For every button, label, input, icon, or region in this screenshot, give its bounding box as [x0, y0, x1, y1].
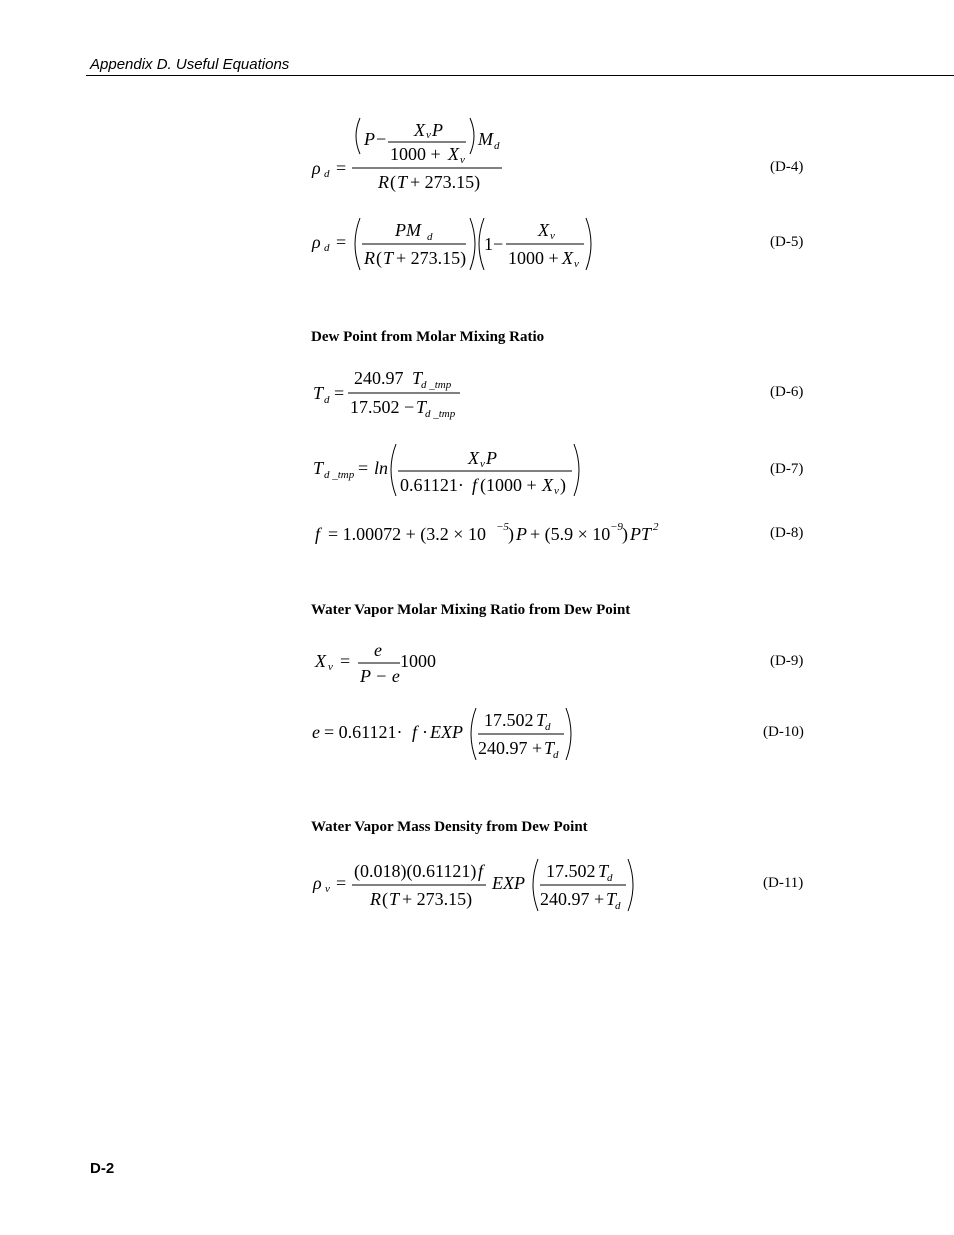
svg-text:X: X [414, 120, 425, 140]
svg-text:v: v [460, 154, 465, 166]
equation-number: (D-9) [770, 653, 804, 669]
svg-text:= 0.61121·: = 0.61121· [324, 722, 403, 742]
section-heading: Water Vapor Mass Density from Dew Point [311, 819, 588, 835]
svg-text:0.61121·: 0.61121· [400, 475, 464, 495]
svg-text:d _tmp: d _tmp [425, 408, 456, 420]
svg-text:1000 +: 1000 + [508, 248, 559, 268]
svg-text:240.97 +: 240.97 + [540, 889, 605, 909]
svg-text:P − e: P − e [360, 666, 400, 686]
equation-d11 [310, 855, 640, 915]
svg-text:17.502 −: 17.502 − [350, 397, 415, 417]
svg-text:v: v [554, 485, 559, 497]
svg-text:d: d [324, 242, 330, 254]
svg-text:17.502: 17.502 [546, 861, 596, 881]
svg-text:−9: −9 [610, 521, 623, 533]
svg-text:P: P [486, 448, 497, 468]
svg-text:+ 273.15): + 273.15) [396, 248, 467, 268]
svg-text:e: e [374, 640, 382, 660]
svg-text:X: X [542, 475, 553, 495]
svg-text:(1000 +: (1000 + [480, 475, 537, 495]
svg-text:+ (5.9 × 10: + (5.9 × 10 [530, 524, 611, 544]
equation-number: (D-6) [770, 384, 804, 400]
page-header-title: Appendix D. Useful Equations [90, 56, 290, 73]
svg-text:f: f [315, 524, 321, 544]
svg-text:R: R [370, 889, 381, 909]
svg-text:ρ: ρ [312, 158, 321, 178]
svg-text:X: X [538, 220, 549, 240]
equation-d8 [310, 518, 659, 548]
svg-text:): ) [560, 475, 566, 495]
svg-text:PT: PT [630, 524, 652, 544]
svg-text:= 1.00072 + (3.2 × 10: = 1.00072 + (3.2 × 10 [328, 524, 486, 544]
svg-text:=: = [336, 873, 347, 893]
svg-text:ρ: ρ [313, 873, 322, 893]
svg-text:(: ( [376, 248, 382, 268]
svg-text:T: T [397, 172, 408, 192]
svg-text:T: T [416, 397, 427, 417]
svg-text:X: X [315, 651, 326, 671]
svg-text:v: v [574, 258, 579, 270]
equation-number: (D-4) [770, 159, 804, 175]
svg-text:ln: ln [374, 458, 389, 478]
svg-text:): ) [622, 524, 628, 544]
svg-text:d _tmp: d _tmp [421, 379, 452, 391]
svg-text:v: v [550, 230, 555, 242]
svg-text:P: P [432, 120, 443, 140]
svg-text:1000: 1000 [400, 651, 436, 671]
svg-text:d: d [607, 872, 613, 884]
header-rule [86, 75, 954, 76]
svg-text:EXP: EXP [430, 722, 463, 742]
section-heading: Water Vapor Molar Mixing Ratio from Dew Point [311, 602, 631, 618]
equation-d4 [310, 112, 510, 197]
svg-text:v: v [426, 129, 431, 141]
svg-text:d: d [324, 394, 330, 406]
svg-text:=: = [358, 458, 369, 478]
svg-text:17.502: 17.502 [484, 710, 534, 730]
equation-number: (D-11) [763, 875, 804, 891]
svg-text:T: T [313, 383, 324, 403]
svg-text:T: T [606, 889, 617, 909]
svg-text:240.97 +: 240.97 + [478, 738, 543, 758]
svg-text:(: ( [382, 889, 388, 909]
svg-text:T: T [389, 889, 400, 909]
svg-text:(: ( [390, 172, 396, 192]
svg-text:T: T [544, 738, 555, 758]
equation-d10 [310, 704, 590, 764]
svg-text:d: d [545, 721, 551, 733]
svg-text:+ 273.15): + 273.15) [410, 172, 481, 192]
svg-text:1000 +: 1000 + [390, 144, 441, 164]
equation-d5 [310, 214, 600, 274]
svg-text:−: − [376, 129, 387, 149]
equation-number: (D-7) [770, 461, 804, 477]
equation-d9 [310, 640, 450, 690]
svg-text:−5: −5 [496, 521, 509, 533]
svg-text:X: X [468, 448, 479, 468]
equation-number: (D-8) [770, 525, 804, 541]
svg-text:=: = [336, 158, 347, 178]
section-heading: Dew Point from Molar Mixing Ratio [311, 329, 545, 345]
svg-text:R: R [378, 172, 389, 192]
svg-text:d _tmp: d _tmp [324, 469, 355, 481]
svg-text:P: P [364, 129, 375, 149]
svg-text:=: = [340, 651, 351, 671]
svg-text:T: T [598, 861, 609, 881]
svg-text:v: v [325, 883, 330, 895]
svg-text:EXP: EXP [492, 873, 525, 893]
svg-text:M: M [478, 129, 493, 149]
svg-text:d: d [553, 749, 559, 761]
svg-text:X: X [448, 144, 459, 164]
svg-text:f: f [478, 861, 484, 881]
page-number: D-2 [90, 1160, 115, 1177]
equation-d7 [310, 440, 590, 500]
equation-d6 [310, 366, 480, 424]
svg-text:1−: 1− [484, 234, 504, 254]
svg-text:+ 273.15): + 273.15) [402, 889, 473, 909]
svg-text:ρ: ρ [312, 232, 321, 252]
svg-text:e: e [312, 722, 320, 742]
equation-number: (D-10) [763, 724, 804, 740]
svg-text:·: · [422, 722, 428, 742]
svg-text:T: T [536, 710, 547, 730]
svg-text:PM: PM [395, 220, 421, 240]
svg-text:v: v [328, 661, 333, 673]
svg-text:f: f [412, 722, 418, 742]
svg-text:d: d [324, 168, 330, 180]
svg-text:v: v [480, 458, 485, 470]
svg-text:=: = [336, 232, 347, 252]
svg-text:R: R [364, 248, 375, 268]
svg-text:240.97: 240.97 [354, 368, 404, 388]
svg-text:d: d [494, 140, 500, 152]
svg-text:T: T [383, 248, 394, 268]
svg-text:P: P [516, 524, 527, 544]
svg-text:X: X [562, 248, 573, 268]
svg-text:(0.018)(0.61121): (0.018)(0.61121) [354, 861, 477, 881]
svg-text:2: 2 [653, 521, 659, 533]
svg-text:T: T [313, 458, 324, 478]
svg-text:d: d [427, 231, 433, 243]
svg-text:): ) [508, 524, 514, 544]
equation-number: (D-5) [770, 234, 804, 250]
svg-text:d: d [615, 900, 621, 912]
svg-text:f: f [472, 475, 478, 495]
svg-text:=: = [334, 383, 345, 403]
svg-text:T: T [412, 368, 423, 388]
